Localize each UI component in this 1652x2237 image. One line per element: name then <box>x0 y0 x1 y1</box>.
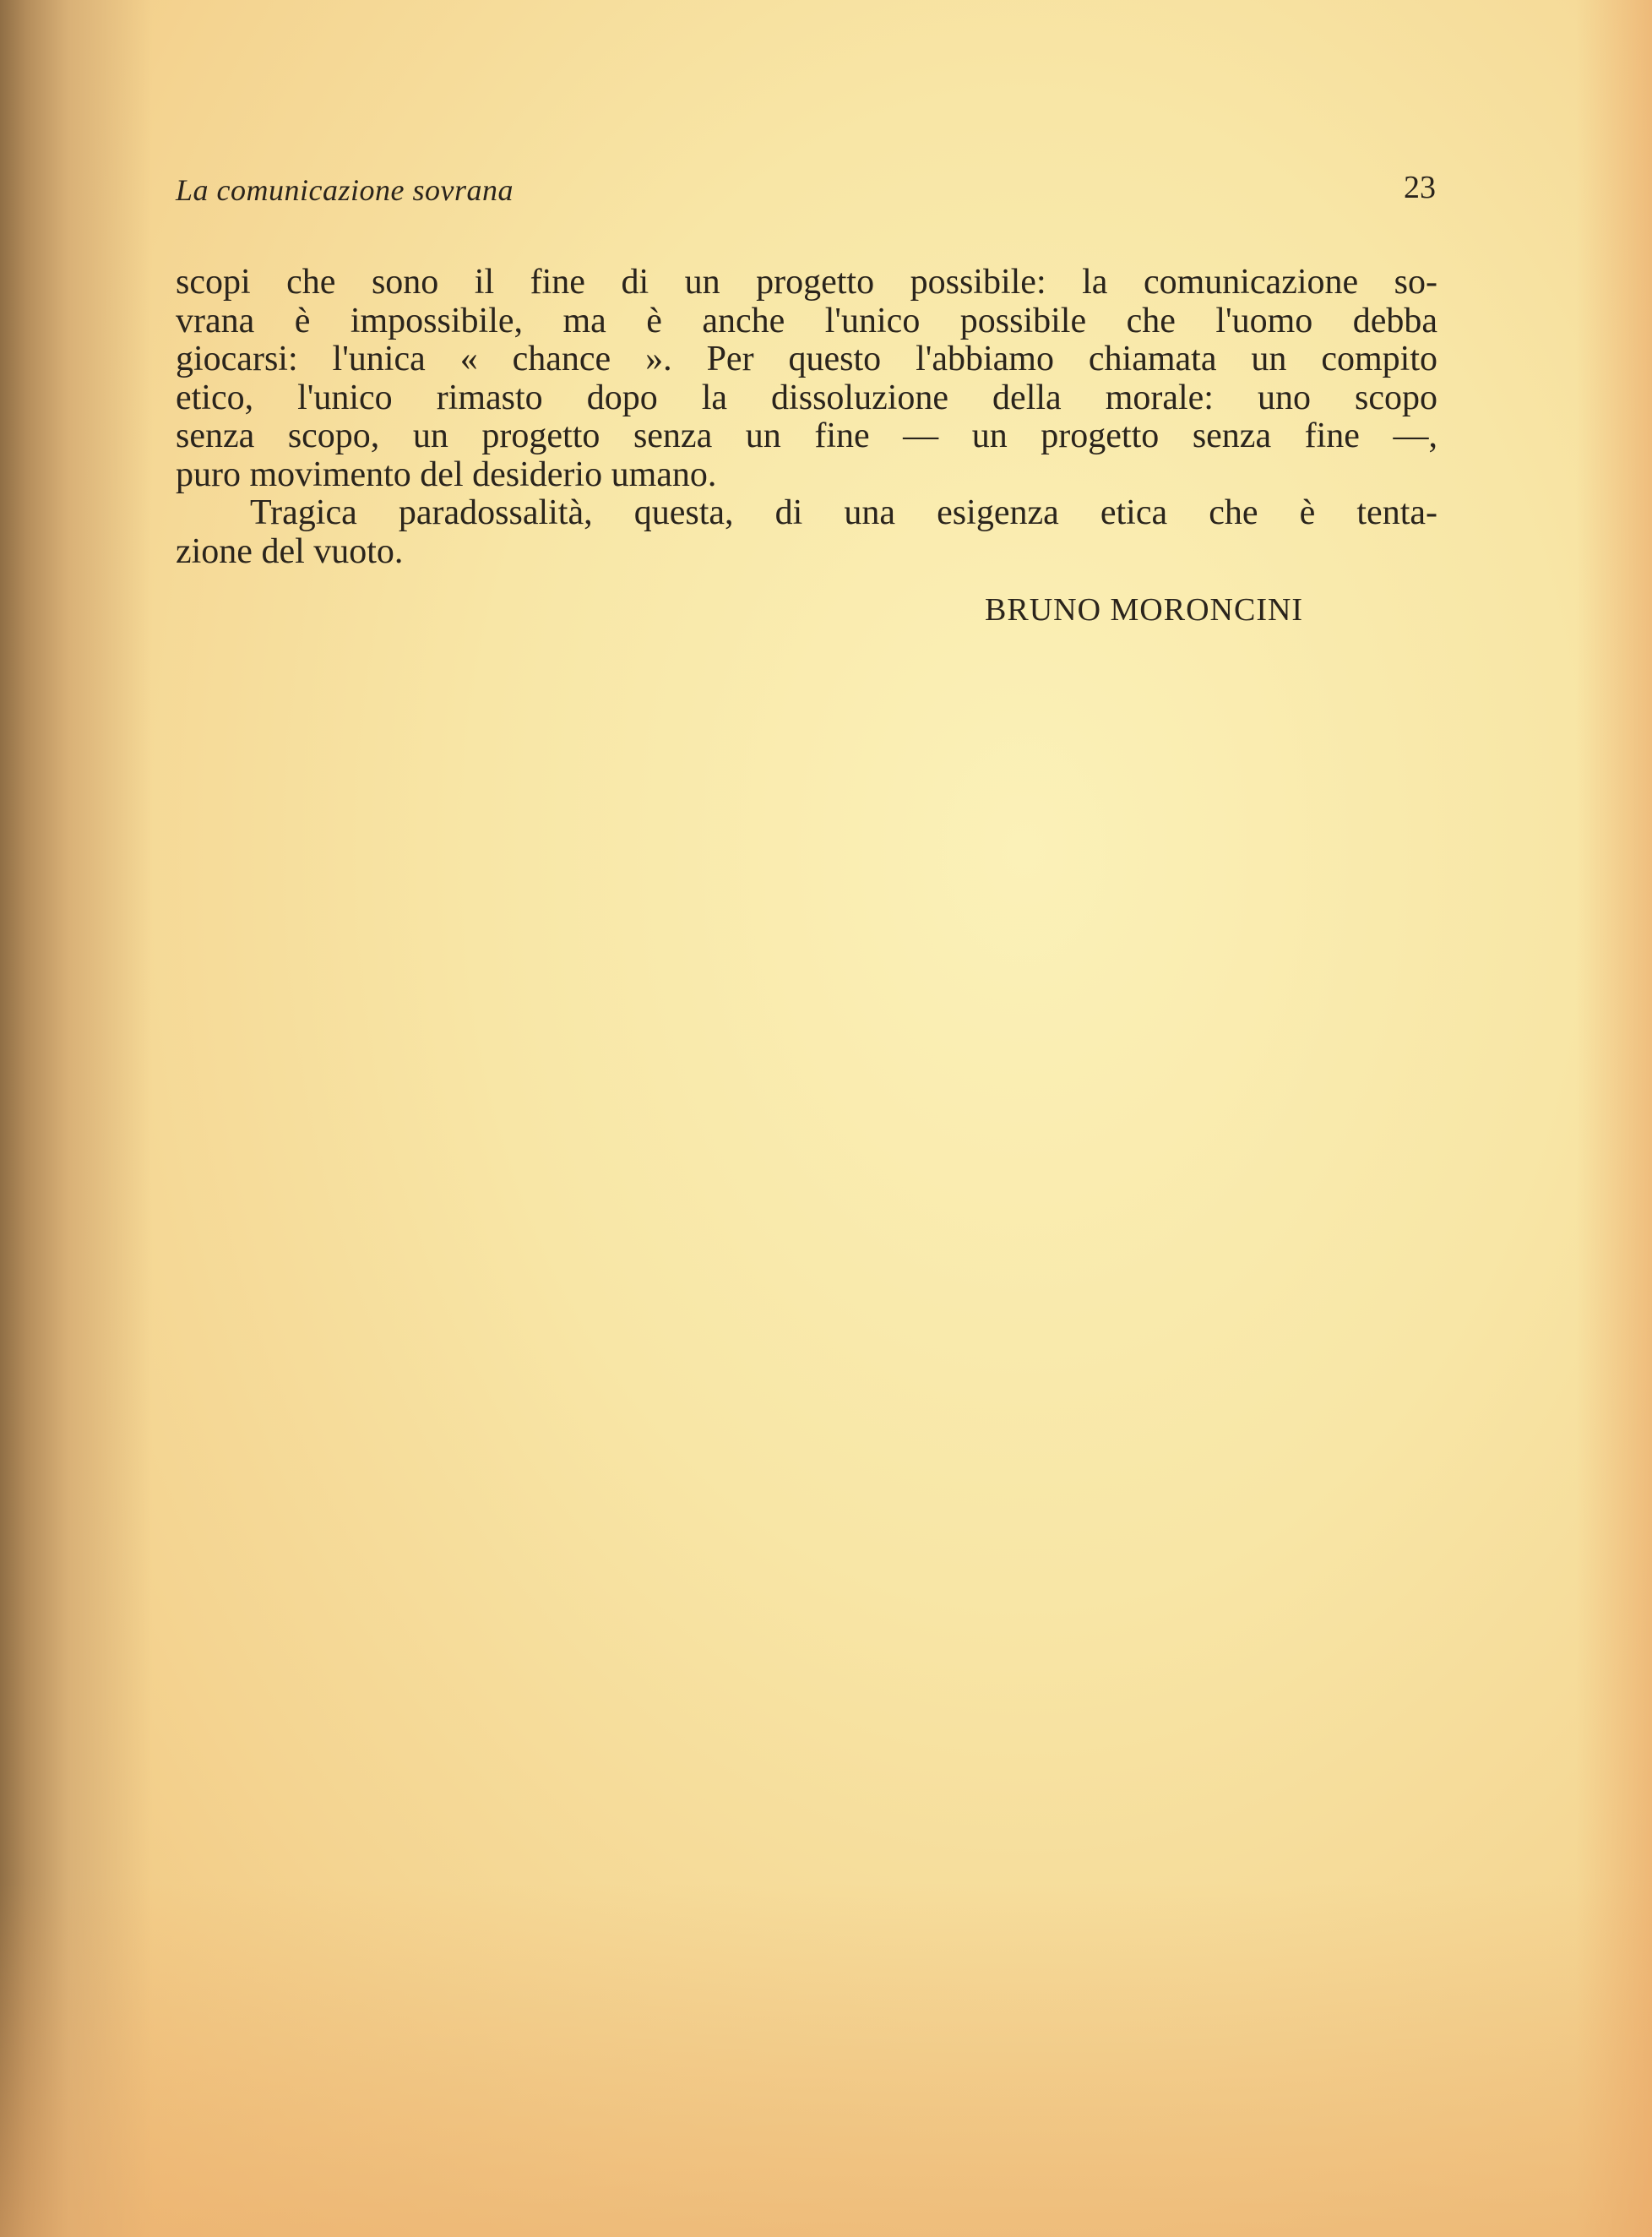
text-line: vrana è impossibile, ma è anche l'unico possibile che l'uomo debba <box>176 301 1437 340</box>
text-line: puro movimento del desiderio umano. <box>176 454 717 494</box>
text-line: senza scopo, un progetto senza un fine — un progetto senza fine —, <box>176 416 1437 455</box>
text-line: etico, l'unico rimasto dopo la dissoluzione della morale: uno scopo <box>176 378 1437 417</box>
page-edge-shadow-bottom <box>0 1882 1652 2237</box>
running-head: La comunicazione sovrana <box>176 173 514 207</box>
text-line: giocarsi: l'unica « chance ». Per questo l'abbiamo chiamata un compito <box>176 340 1437 378</box>
text-line: scopi che sono il fine di un progetto possibile: la comunicazione so- <box>176 263 1437 302</box>
text-line: zione del vuoto. <box>176 531 404 571</box>
author-signature: BRUNO MORONCINI <box>985 592 1304 628</box>
page-number: 23 <box>1404 170 1436 205</box>
body-text <box>176 264 1437 571</box>
text-line: Tragica paradossalità, questa, di una esigenza etica che è tenta- <box>250 493 1437 532</box>
